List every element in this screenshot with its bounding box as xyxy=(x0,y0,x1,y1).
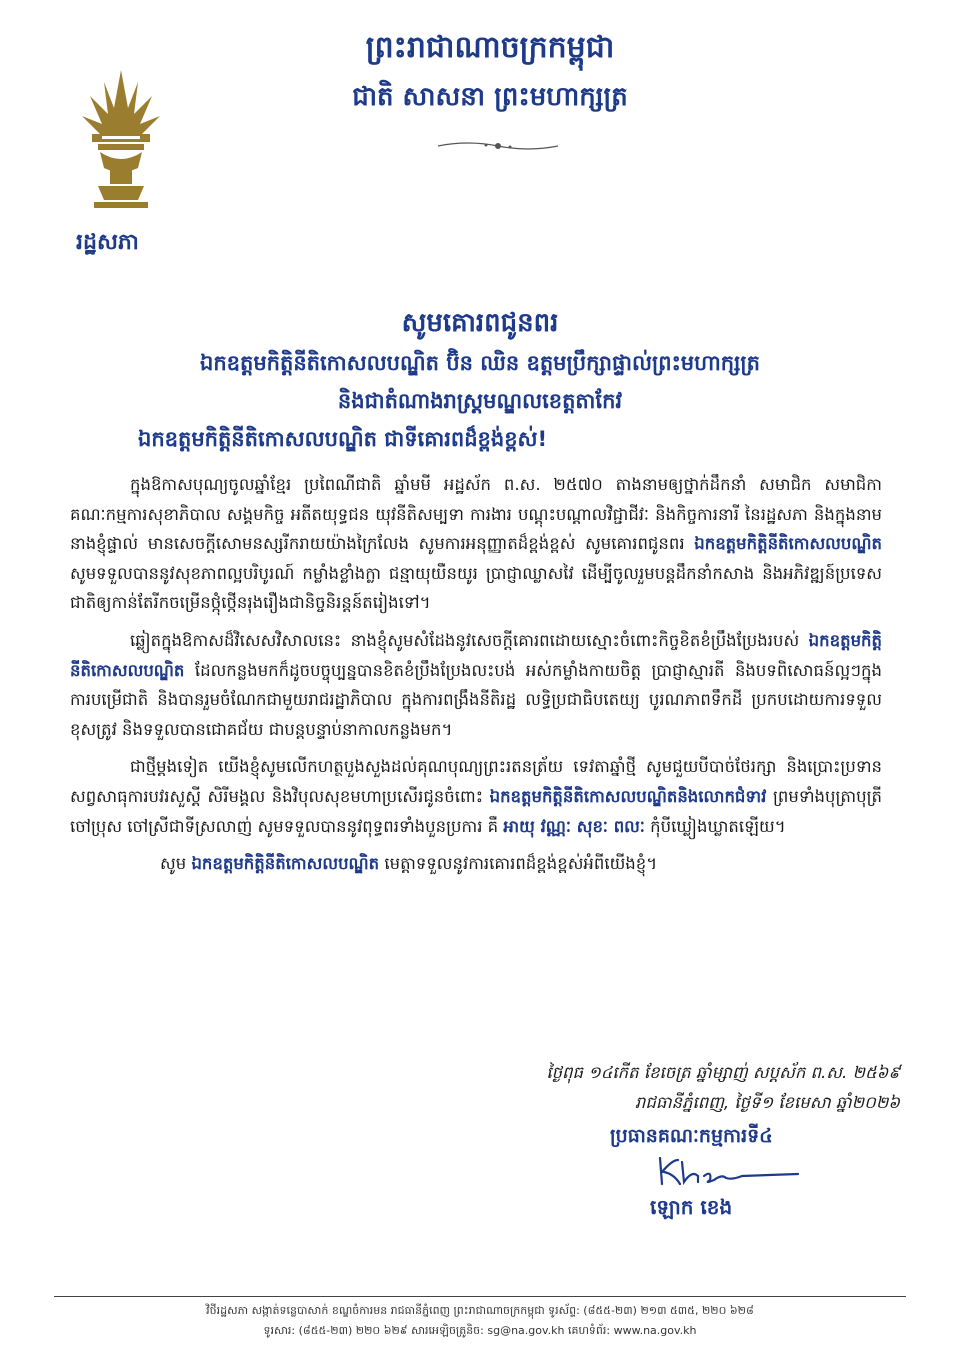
signer-name: ឡោក ខេង xyxy=(650,1195,733,1219)
paragraph-3: ជាថ្មីម្តងទៀត យើងខ្ញុំសូមលើកហត្ថបួងសួងដល់គុណបុណ្យព្រះរតនត្រ័យ ទេវតាឆ្នាំថ្មី សូមជួយបីបាច់ថែរក្សា និងប្រោះប្រទានសព្វសាធុការបវរសួស្តី សិរីមង្គល និងវិបុលសុខមហាប្រសើរជូនចំពោះ ឯកឧត្តមកិត្តិនីតិកោសលបណ្ឌិតនិងលោកជំទាវ ព្រមទាំងបុត្រាបុត្រី ចៅប្រុស ចៅស្រីជាទីស្រលាញ់ សូមទទួលបាននូវពុទ្ធពរទាំងបួនប្រការ គឺ អាយុ វណ្ណៈ សុខៈ ពលៈ កុំបីឃ្លៀងឃ្លាតឡើយ។ xyxy=(70,757,882,836)
footer-address: វិថីរដ្ឋសភា សង្កាត់ទន្លេបាសាក់ ខណ្ឌចំការមន រាជធានីភ្នំពេញ ព្រះរាជាណាចក្រកម្ពុជា ទូរស័ព្ទ: (៨៥៥-២៣) ២១៣ ៥៣៥, ២២០ ៦២៨ xyxy=(206,1304,754,1317)
royal-emblem-icon xyxy=(78,68,164,210)
kingdom-title: ព្រះរាជាណាចក្រកម្ពុជា xyxy=(365,30,615,65)
place-date: រាជធានីភ្នំពេញ, ថ្ងៃទី១ ខែមេសា ឆ្នាំ២០២៦ xyxy=(634,1093,900,1112)
institution-name: រដ្ឋសភា xyxy=(76,230,139,255)
date-block xyxy=(460,1058,900,1118)
paragraph-4: សូម ឯកឧត្តមកិត្តិនីតិកោសលបណ្ឌិត មេត្តាទទួលនូវការគោរពដ៏ខ្ពង់ខ្ពស់អំពីយើងខ្ញុំ។ xyxy=(160,854,658,874)
footer-divider xyxy=(54,1296,906,1297)
paragraph-2: ឆ្លៀតក្នុងឱកាសដ៏វិសេសវិសាលនេះ នាងខ្ញុំសូមសំដែងនូវសេចក្តីគោរពដោយស្មោះចំពោះកិច្ចខិតខំប្រឹងប្រែងរបស់ ឯកឧត្តមកិត្តិនីតិកោសលបណ្ឌិត ដែលកន្លងមកក៏ដូចបច្ចុប្បន្នបានខិតខំប្រឹងប្រែងលះបង់ អស់កម្លាំងកាយចិត្ត ប្រាជ្ញាស្មារតី និងបទពិសោធន៍ល្អៗក្នុងការបម្រើជាតិ និងបានរួមចំណែកជាមួយរាជរដ្ឋាភិបាល ក្នុងការពង្រឹងនីតិរដ្ឋ លទ្ធិប្រជាធិបតេយ្យ បូរណភាពទឹកដី ប្រកបដោយការទទួលខុសត្រូវ និងទទួលបានជោគជ័យ ជាបន្តបន្ទាប់នាកាលកន្លងមក។ xyxy=(70,630,882,739)
greeting-heading: សូមគោរពជូនពរ xyxy=(401,308,559,338)
salutation: ឯកឧត្តមកិត្តិនីតិកោសលបណ្ឌិត ជាទីគោរពដ៏ខ្ពង់ខ្ពស់! xyxy=(138,427,548,451)
divider-ornament-icon xyxy=(438,138,558,154)
national-motto: ជាតិ សាសនា ព្រះមហាក្សត្រ xyxy=(352,82,628,112)
signer-title: ប្រធានគណៈកម្មការទី៤ xyxy=(610,1125,773,1147)
recipient-title-highlight: ឯកឧត្តមកិត្តិនីតិកោសលបណ្ឌិត xyxy=(70,630,882,680)
recipient-line: ឯកឧត្តមកិត្តិនីតិកោសលបណ្ឌិត ប៊ិន ឈិន ឧត្តមប្រឹក្សាផ្ទាល់ព្រះមហាក្សត្រ xyxy=(200,351,760,375)
recipient-title-highlight: ឯកឧត្តមកិត្តិនីតិកោសលបណ្ឌិត xyxy=(191,854,380,874)
lunar-date: ថ្ងៃពុធ ១៤កើត ខែចេត្រ ឆ្នាំម្សាញ់ សប្តស័ក ព.ស. ២៥៦៩ xyxy=(546,1063,900,1082)
signature-icon xyxy=(652,1152,802,1192)
letter-body xyxy=(70,470,882,887)
footer-contact: ទូរសារ: (៨៥៥-២៣) ២២០ ៦២៩ សារអេឡិចត្រូនិច: sg@na.gov.kh គេហទំព័រ: www.na.gov.kh xyxy=(263,1324,697,1337)
recipient-role-line: និងជាតំណាងរាស្ត្រមណ្ឌលខេត្តតាកែវ xyxy=(337,389,623,413)
blessings-highlight: អាយុ វណ្ណៈ សុខៈ ពលៈ xyxy=(503,816,645,836)
paragraph-1: ក្នុងឱកាសបុណ្យចូលឆ្នាំខ្មែរ ប្រពៃណីជាតិ ឆ្នាំមមី អដ្ឋស័ក ព.ស. ២៥៧០ តាងនាមឲ្យថ្នាក់ដឹកនាំ សមាជិក សមាជិកា គណៈកម្មការសុខាភិបាល សង្គមកិច្ច អតីតយុទ្ធជន យុវនីតិសម្បទា ការងារ បណ្តុះបណ្តាលវិជ្ជាជីវៈ និងកិច្ចការនារី នៃរដ្ឋសភា និងក្នុងនាមនាងខ្ញុំផ្ទាល់ មានសេចក្តីសោមនស្សរីករាយយ៉ាងក្រៃលែង សូមការអនុញ្ញាតដ៏ខ្ពង់ខ្ពស់ សូមគោរពជូនពរ ឯកឧត្តមកិត្តិនីតិកោសលបណ្ឌិត សូមទទួលបាននូវសុខភាពល្អបរិបូរណ៍ កម្លាំងខ្លាំងក្លា ជន្មាយុយឺនយូរ ប្រាជ្ញាឈ្លាសវៃ ដើម្បីចូលរួមបន្តដឹកនាំកសាង និងអភិវឌ្ឍន៍ប្រទេស ជាតិឲ្យកាន់តែរីកចម្រើនថ្កុំថ្កើនរុងរឿងជានិច្ចនិរន្តន៍តរៀងទៅ។ xyxy=(70,475,882,613)
recipient-title-highlight: ឯកឧត្តមកិត្តិនីតិកោសលបណ្ឌិតនិងលោកជំទាវ xyxy=(489,786,767,806)
recipient-title-highlight: ឯកឧត្តមកិត្តិនីតិកោសលបណ្ឌិត xyxy=(694,534,882,554)
